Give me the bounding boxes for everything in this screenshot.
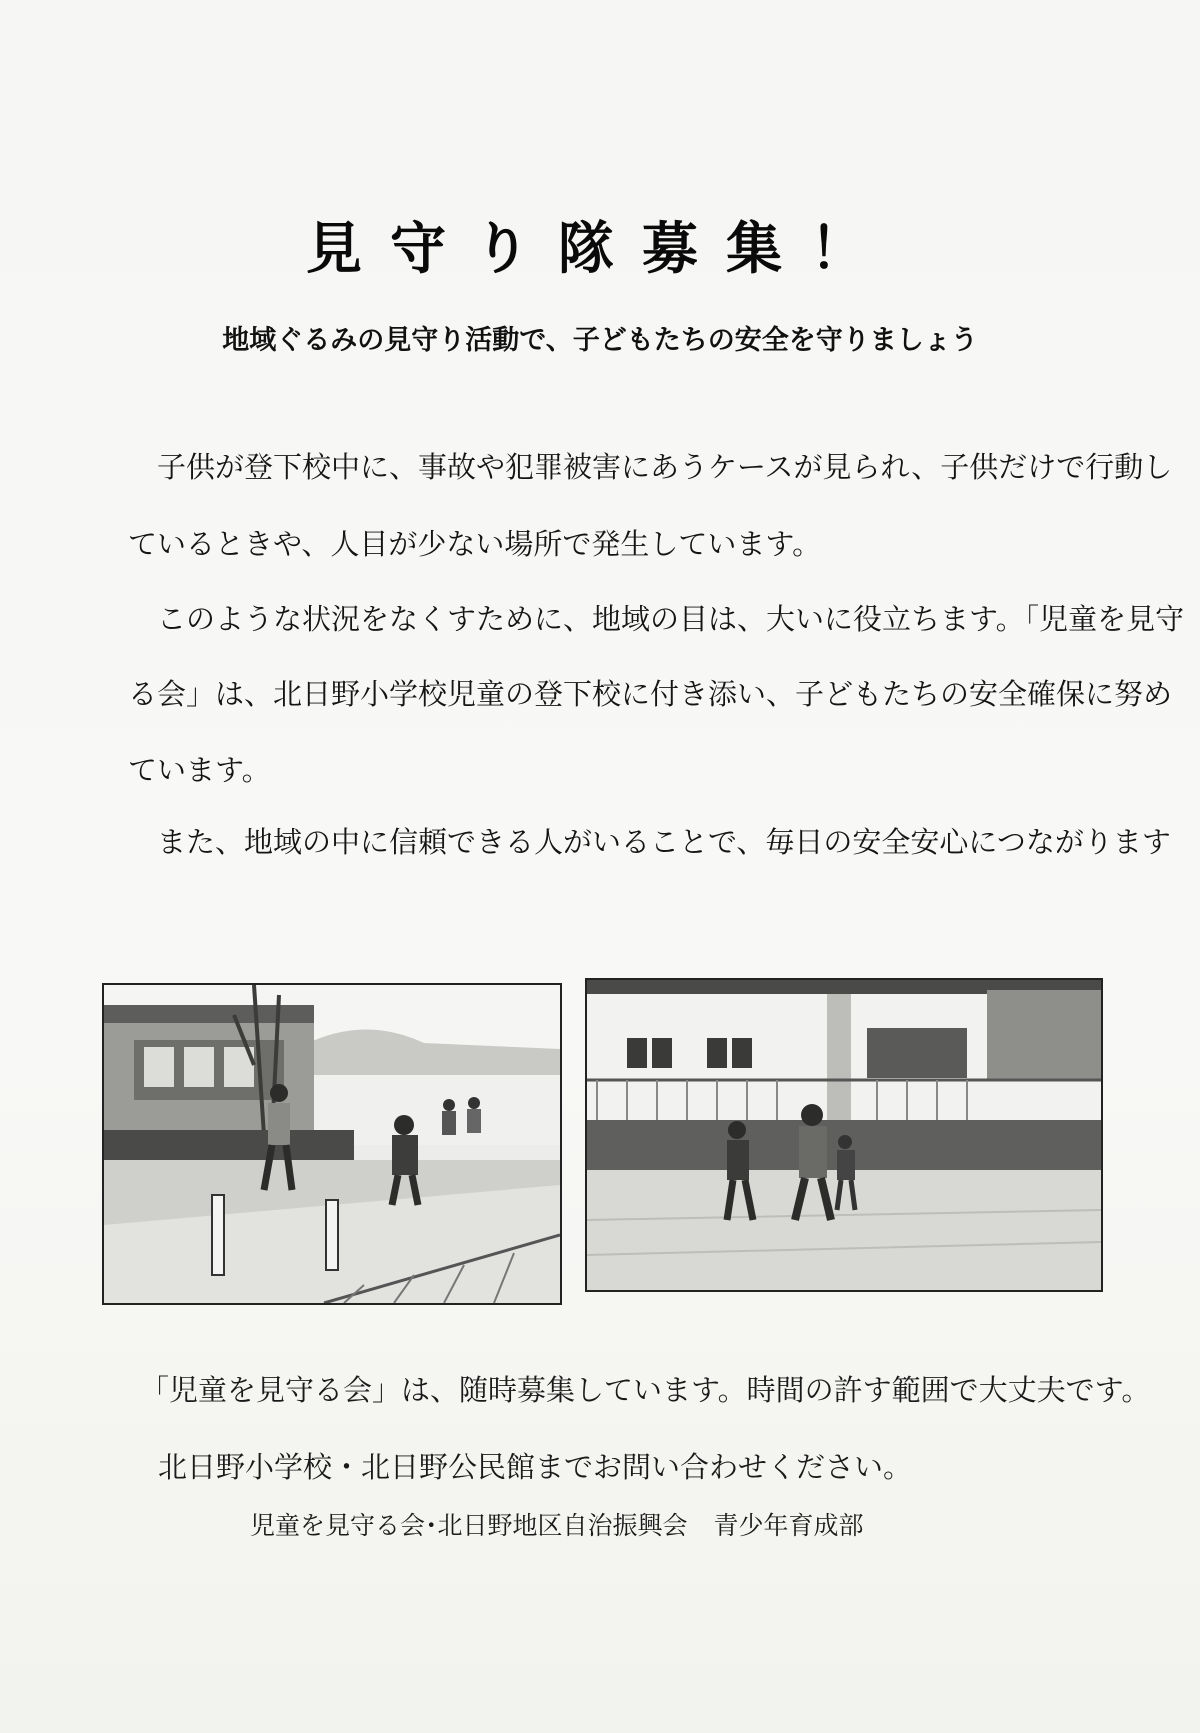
body-paragraph-2-line-1: [128, 597, 1185, 638]
recruitment-notice: 「児童を見守る会」は、随時募集しています。時間の許す範囲で大丈夫です。: [140, 1373, 1151, 1407]
department-name: 青少年育成部: [713, 1511, 864, 1540]
body-paragraph-2-line-2: る会」は、北日野小学校児童の登下校に付き添い、子どもたちの安全確保に努め: [128, 677, 1173, 711]
body-line-3: このような状況をなくすために、地域の目は、大いに役立ちます。「児童を見守: [157, 602, 1185, 636]
body-line-1: 子供が登下校中に、事故や犯罪被害にあうケースが見られ、子供だけで行動し: [157, 450, 1173, 484]
photo-children-walking: [585, 978, 1103, 1292]
photo-crossing-guard: [102, 983, 562, 1305]
body-paragraph-1-line-2: ているときや、人目が少ない場所で発生しています。: [128, 527, 822, 561]
body-line-6: また、地域の中に信頼できる人がいることで、毎日の安全安心につながります: [157, 825, 1171, 859]
body-paragraph-3-line-1: [128, 820, 1171, 861]
page-subtitle: 地域ぐるみの見守り活動で、子どもたちの安全を守りましょう: [222, 325, 978, 356]
organization-signature: [250, 1506, 864, 1542]
body-paragraph-1-line-1: [128, 445, 1173, 486]
page-title: 見守り隊募集！: [306, 217, 894, 282]
organization-name: 児童を見守る会･北日野地区自治振興会: [250, 1511, 688, 1540]
contact-notice: 北日野小学校・北日野公民館までお問い合わせください。: [158, 1450, 913, 1484]
body-paragraph-2-line-3: ています。: [128, 753, 271, 787]
